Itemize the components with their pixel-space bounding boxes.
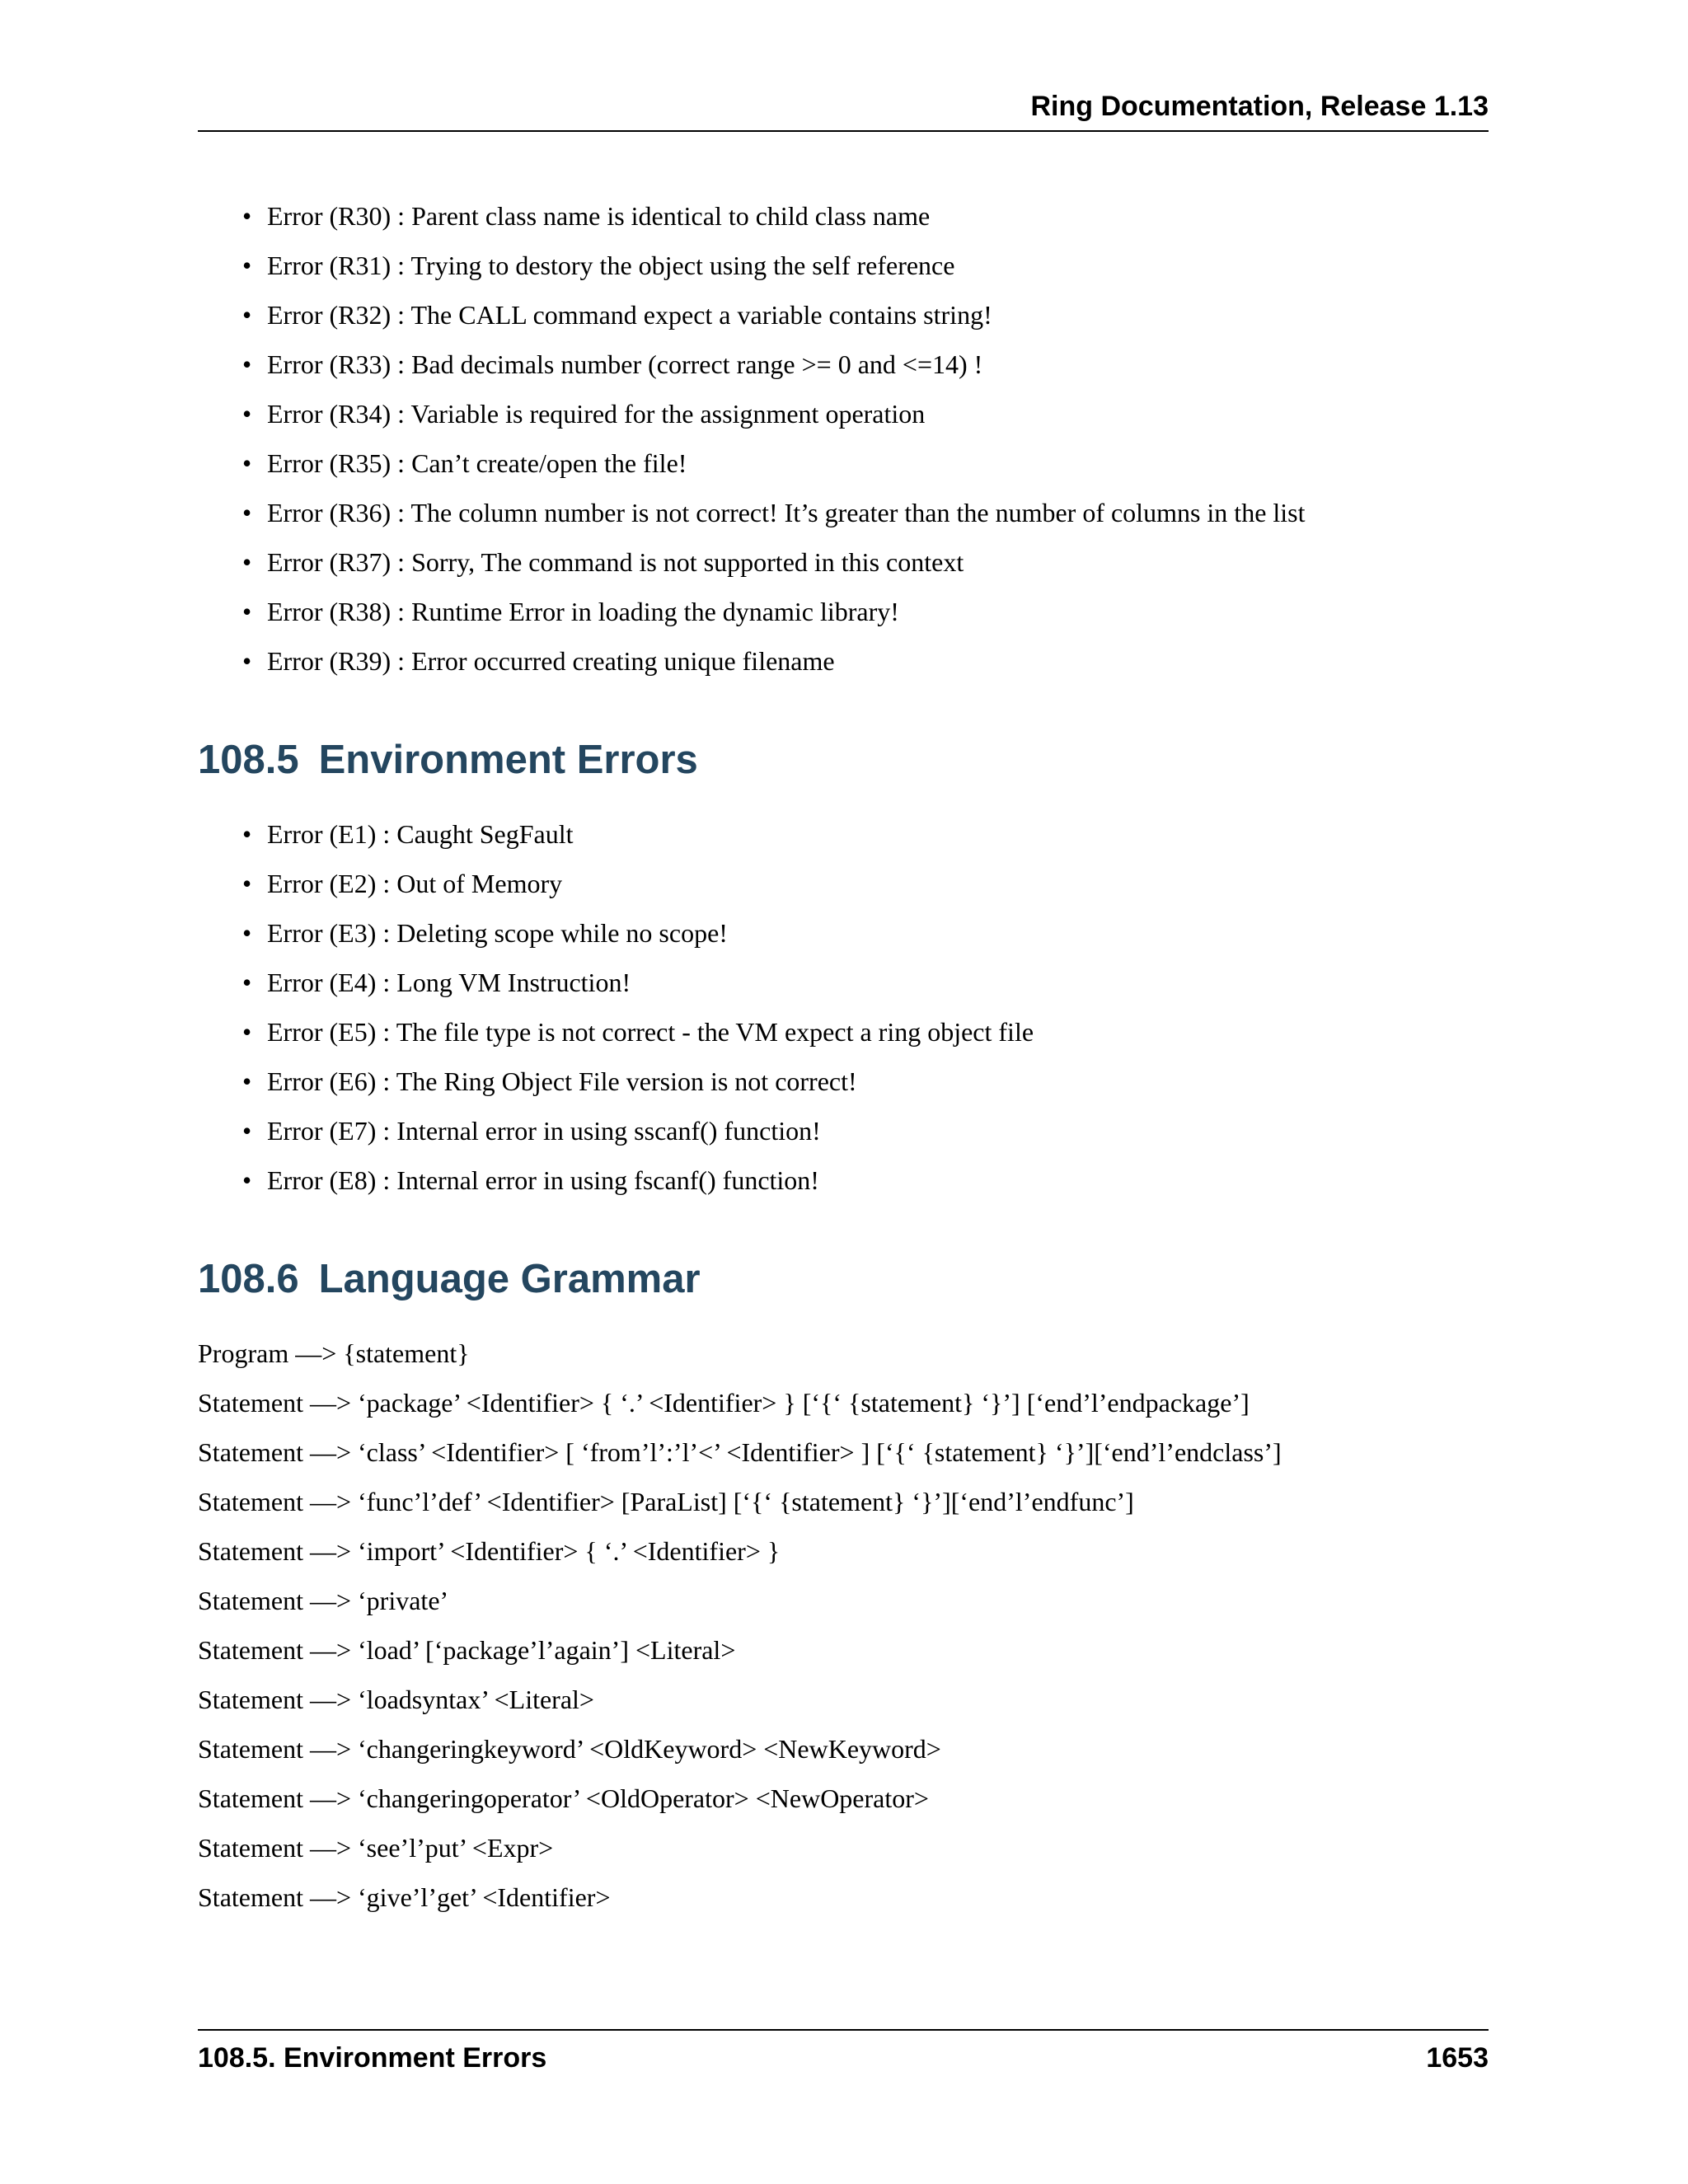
- grammar-rule: Statement —> ‘see’l’put’ <Expr>: [198, 1833, 554, 1863]
- bullet-icon: •: [242, 597, 252, 626]
- list-item: [198, 194, 1489, 244]
- list-item: [198, 491, 1489, 541]
- bullet-icon: •: [242, 251, 252, 280]
- list-item-text: Error (R38) : Runtime Error in loading the dynamic library!: [267, 597, 899, 626]
- list-item-text: Error (E8) : Internal error in using fscanf() function!: [267, 1165, 819, 1195]
- list-item-text: Error (R35) : Can’t create/open the file!: [267, 448, 687, 478]
- list-item: [198, 590, 1489, 640]
- bullet-icon: •: [242, 1066, 252, 1096]
- grammar-rule: Statement —> ‘class’ <Identifier> [ ‘from’l’:’l’<’ <Identifier> ] [‘{‘ {statement} ‘}’][‘end’l’endclass’]: [198, 1437, 1282, 1467]
- section-title: Environment Errors: [318, 738, 698, 782]
- list-item-text: Error (R34) : Variable is required for the assignment operation: [267, 399, 926, 429]
- list-item: [198, 293, 1489, 343]
- list-item: [198, 961, 1489, 1010]
- grammar-rule: Statement —> ‘load’ [‘package’l’again’] <Literal>: [198, 1635, 736, 1665]
- page-content: [198, 194, 1489, 1925]
- grammar-rule: Statement —> ‘changeringoperator’ <OldOperator> <NewOperator>: [198, 1783, 929, 1813]
- bullet-icon: •: [242, 498, 252, 527]
- list-item-text: Error (R31) : Trying to destory the object using the self reference: [267, 251, 955, 280]
- header-divider: [198, 130, 1489, 132]
- list-item: [198, 392, 1489, 442]
- footer-divider: [198, 2029, 1489, 2031]
- bullet-icon: •: [242, 1165, 252, 1195]
- list-item-text: Error (E5) : The file type is not correct - the VM expect a ring object file: [267, 1017, 1034, 1047]
- section-number: 108.6: [198, 1257, 299, 1301]
- list-item: [198, 442, 1489, 491]
- bullet-icon: •: [242, 399, 252, 429]
- bullet-icon: •: [242, 1116, 252, 1146]
- section-number: 108.5: [198, 738, 299, 782]
- runtime-error-list: [198, 194, 1489, 689]
- bullet-icon: •: [242, 201, 252, 231]
- list-item: [198, 912, 1489, 961]
- list-item-text: Error (E7) : Internal error in using sscanf() function!: [267, 1116, 821, 1146]
- list-item: [198, 1159, 1489, 1208]
- grammar-rule: Statement —> ‘import’ <Identifier> { ‘.’ <Identifier> }: [198, 1536, 781, 1566]
- list-item-text: Error (R39) : Error occurred creating unique filename: [267, 646, 835, 676]
- page-number: 1653: [1426, 2042, 1489, 2074]
- list-item-text: Error (E1) : Caught SegFault: [267, 819, 574, 849]
- list-item-text: Error (E4) : Long VM Instruction!: [267, 968, 631, 997]
- grammar-rule: Statement —> ‘package’ <Identifier> { ‘.’ <Identifier> } [‘{‘ {statement} ‘}’] [‘end’l’endpackage’]: [198, 1388, 1250, 1418]
- list-item: [198, 1109, 1489, 1159]
- grammar-rule: Statement —> ‘private’: [198, 1586, 449, 1615]
- grammar-rule: Statement —> ‘loadsyntax’ <Literal>: [198, 1685, 594, 1714]
- grammar-rule: Statement —> ‘func’l’def’ <Identifier> [ParaList] [‘{‘ {statement} ‘}’][‘end’l’endfunc’]: [198, 1487, 1134, 1516]
- list-item-text: Error (R32) : The CALL command expect a variable contains string!: [267, 300, 992, 330]
- list-item: [198, 343, 1489, 392]
- list-item: [198, 1010, 1489, 1060]
- bullet-icon: •: [242, 819, 252, 849]
- list-item-text: Error (R36) : The column number is not correct! It’s greater than the number of columns in the list: [267, 498, 1306, 527]
- bullet-icon: •: [242, 448, 252, 478]
- list-item-text: Error (R33) : Bad decimals number (correct range >= 0 and <=14) !: [267, 349, 983, 379]
- list-item: [198, 1060, 1489, 1109]
- list-item-text: Error (E2) : Out of Memory: [267, 869, 563, 898]
- grammar-rule: Statement —> ‘changeringkeyword’ <OldKeyword> <NewKeyword>: [198, 1734, 941, 1764]
- environment-error-list: [198, 813, 1489, 1208]
- list-item-text: Error (R30) : Parent class name is identical to child class name: [267, 201, 931, 231]
- grammar-rules: [198, 1332, 1489, 1925]
- list-item: [198, 541, 1489, 590]
- footer-section-title: 108.5. Environment Errors: [198, 2042, 547, 2074]
- list-item: [198, 862, 1489, 912]
- bullet-icon: •: [242, 1017, 252, 1047]
- bullet-icon: •: [242, 918, 252, 948]
- bullet-icon: •: [242, 869, 252, 898]
- list-item-text: Error (R37) : Sorry, The command is not supported in this context: [267, 547, 964, 577]
- bullet-icon: •: [242, 646, 252, 676]
- section-heading-language-grammar: [198, 1254, 1489, 1304]
- running-header: Ring Documentation, Release 1.13: [1030, 91, 1489, 122]
- list-item: [198, 640, 1489, 689]
- list-item-text: Error (E6) : The Ring Object File version is not correct!: [267, 1066, 857, 1096]
- bullet-icon: •: [242, 300, 252, 330]
- bullet-icon: •: [242, 968, 252, 997]
- bullet-icon: •: [242, 547, 252, 577]
- grammar-rule: Program —> {statement}: [198, 1338, 470, 1368]
- list-item: [198, 244, 1489, 293]
- list-item: [198, 813, 1489, 862]
- grammar-rule: Statement —> ‘give’l’get’ <Identifier>: [198, 1882, 611, 1912]
- list-item-text: Error (E3) : Deleting scope while no scope!: [267, 918, 728, 948]
- bullet-icon: •: [242, 349, 252, 379]
- section-heading-environment-errors: [198, 735, 1489, 785]
- section-title: Language Grammar: [318, 1257, 701, 1301]
